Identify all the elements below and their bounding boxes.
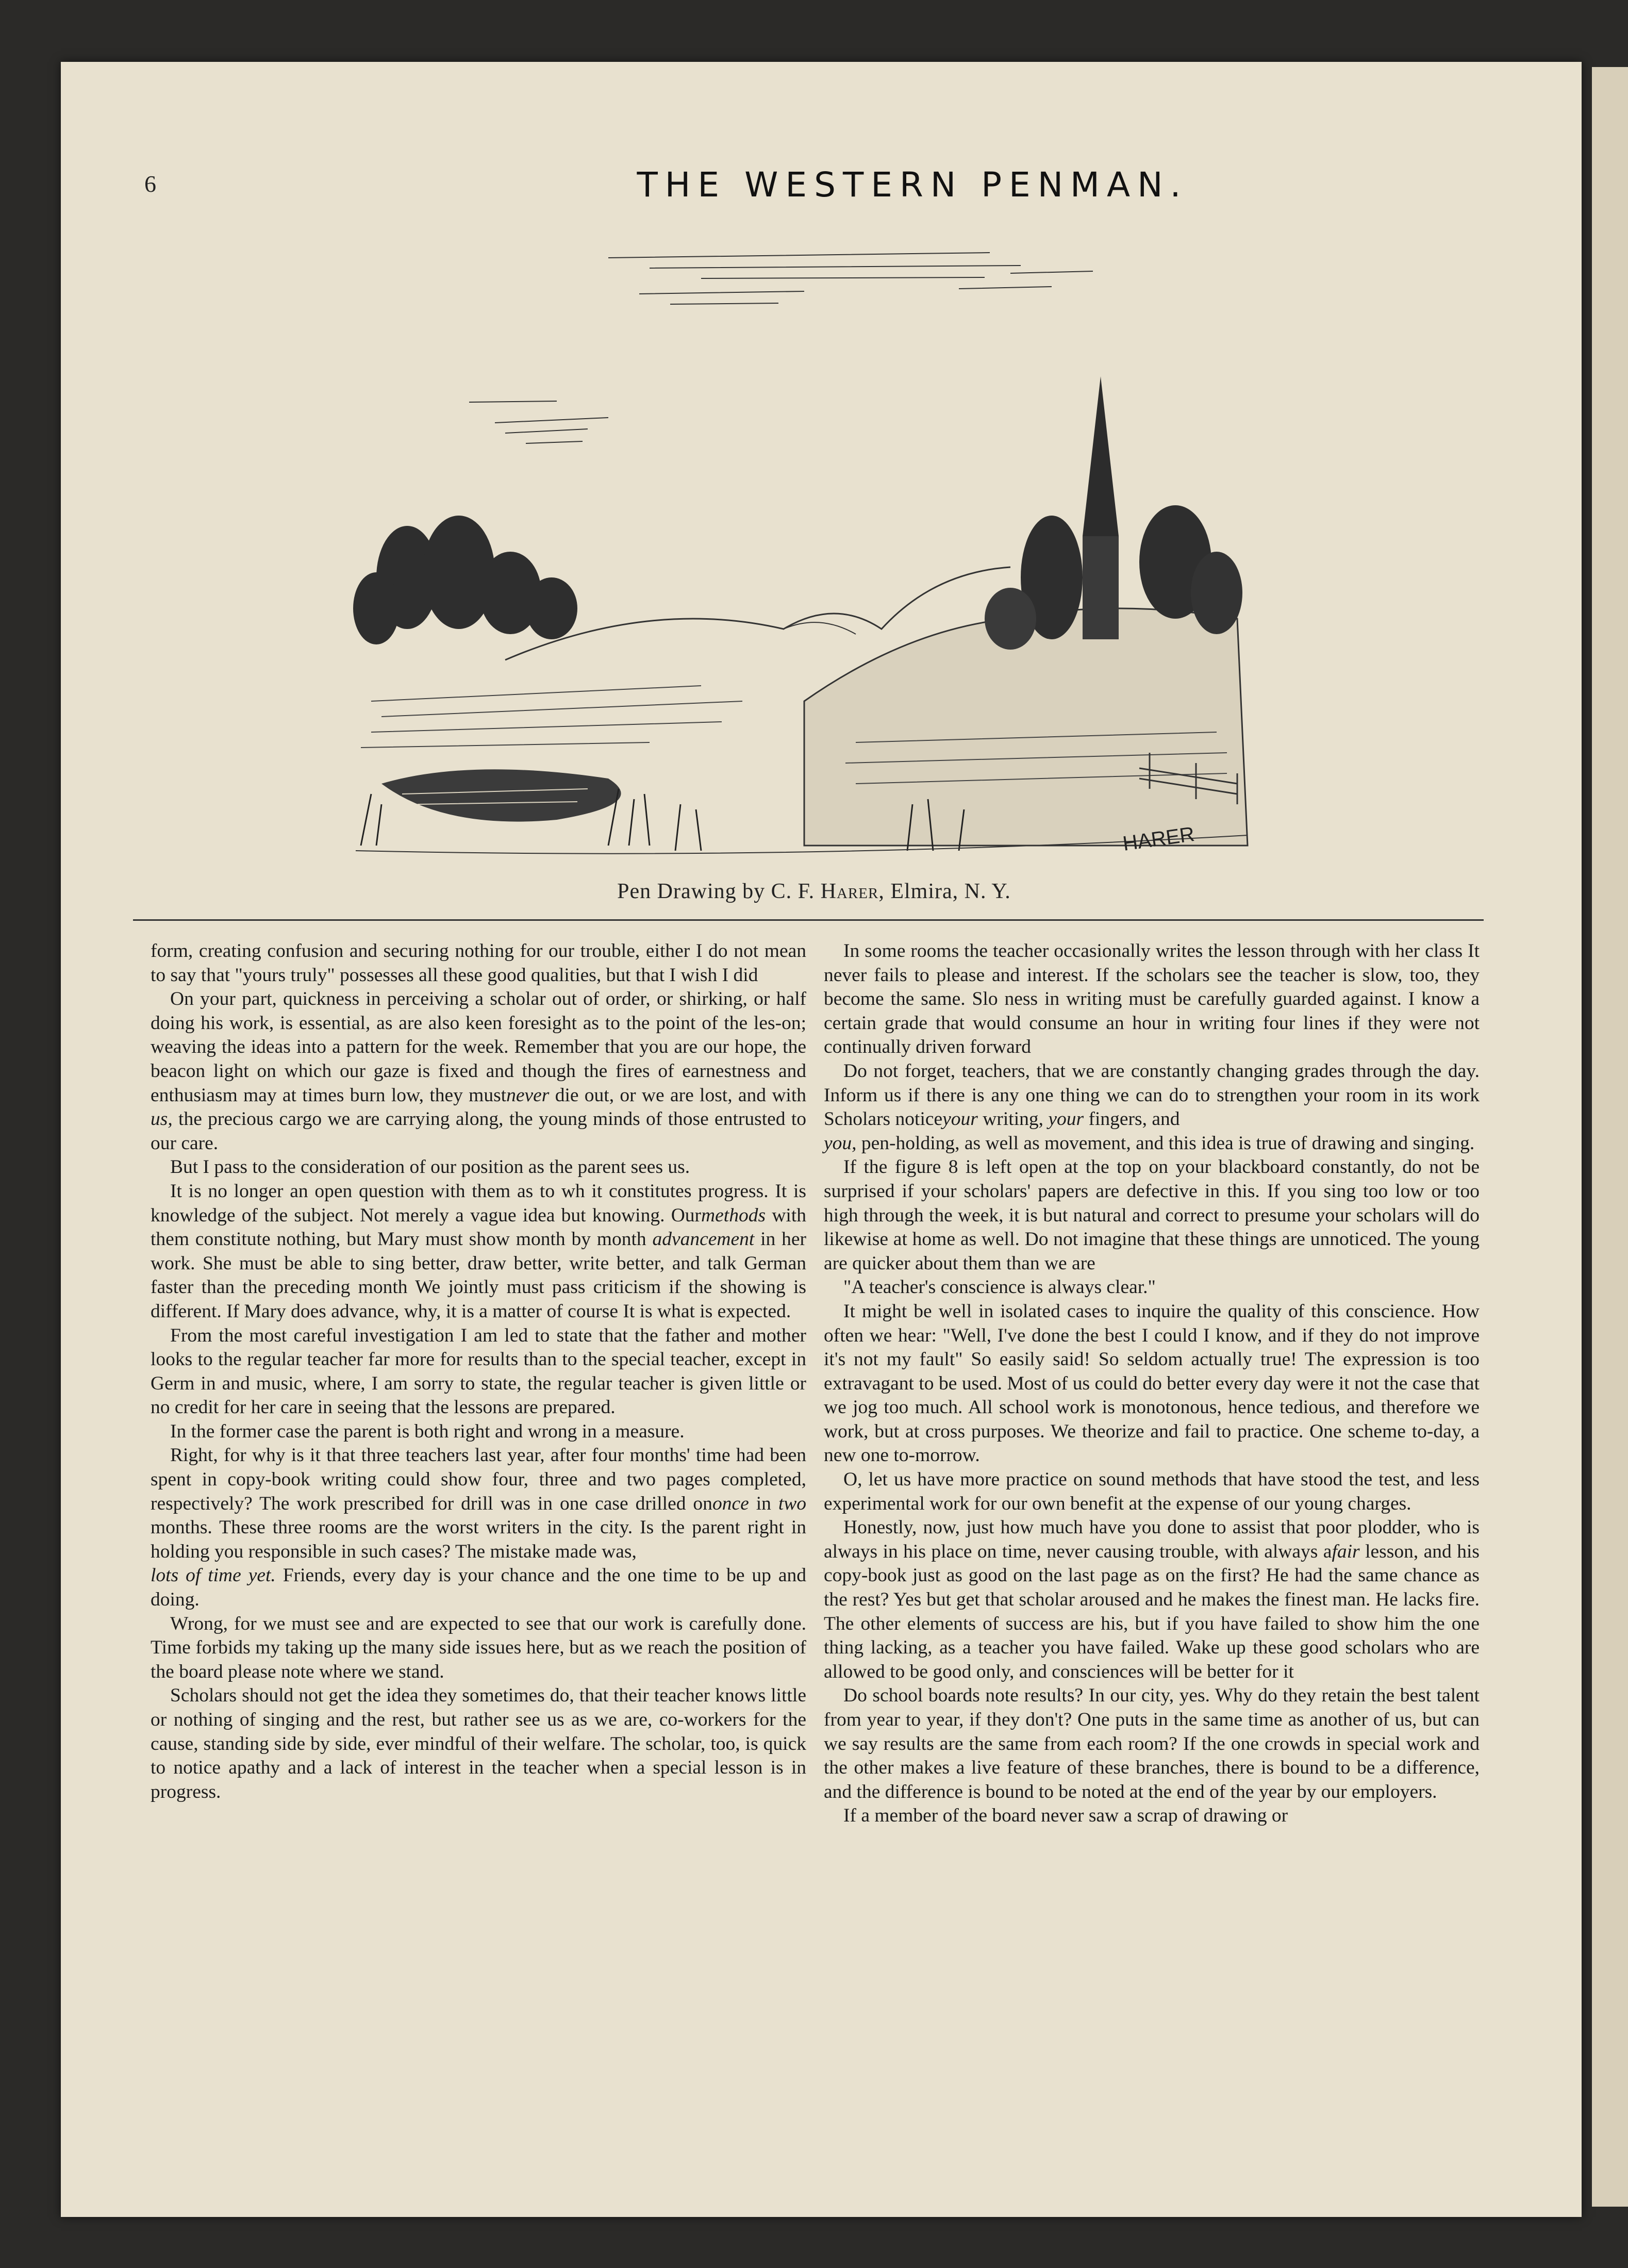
italic-text: two [778,1493,806,1514]
section-divider [133,919,1484,921]
italic-text: lots of time yet. [151,1565,276,1586]
paragraph [824,1300,1480,1468]
paragraph-text: In the former case the parent is both right and wrong in a measure. [170,1420,685,1442]
paragraph-text: fingers, and [1084,1108,1180,1130]
paragraph [151,1444,806,1564]
caption-prefix: Pen Drawing by C. F. [617,880,815,903]
italic-text: once [712,1493,749,1514]
right-text-column [824,939,1480,1828]
paragraph-text: pen-holding, as well as movement, and this idea is true of drawing and singing. [856,1132,1475,1154]
paragraph-text: Friends, every day is your chance and the one time to be up and doing. [151,1565,806,1611]
paragraph-text: form, creating confusion and securing nothing for our trouble, either I do not mean to say that "yours truly" possesses all these good qualities, but that I wish I did [151,940,806,986]
adjacent-page-edge [1592,67,1628,2207]
paragraph [151,939,806,987]
paragraph [151,1564,806,1612]
paragraph-text: Do not forget, teachers, that we are constantly changing grades through the day. Inform us if there is any one thing we can do to strengthen your room in its work Scholars notice [824,1060,1480,1130]
paragraph-text: writing, [977,1108,1049,1130]
paragraph [151,1420,806,1444]
paragraph [151,1324,806,1420]
paragraph [824,1468,1480,1516]
paragraph-text: in her work. She must be able to sing better, draw better, write better, and talk German faster than the preceding month We jointly must pass criticism if the showing is different. If Mary does advance, why, it is a matter of course It is what is expected. [151,1229,806,1322]
paragraph [824,1516,1480,1684]
paragraph [151,1180,806,1324]
paragraph-text: In some rooms the teacher occasionally writes the lesson through with her class It never fails to please and interest. If the scholars see the teacher is slow, too, they become the same. Slo ness in writing must be carefully guarded against. I know a certain grade that would consume an hour in writing four lines if they were not continually driven forward [824,940,1480,1058]
italic-text: you, [824,1132,857,1154]
paragraph [151,987,806,1155]
paragraph-text: with them constitute nothing, but Mary must show month by month [151,1204,806,1250]
paragraph-text: months. These three rooms are the worst writers in the city. Is the parent right in holding you responsible in such cases? The mistake made was, [151,1517,806,1562]
paragraph [824,1276,1480,1300]
italic-text: your [1048,1108,1084,1130]
paragraph [824,1059,1480,1132]
paragraph [151,1155,806,1180]
paragraph-text: If the figure 8 is left open at the top on your blackboard constantly, do not be surprised if your scholars' papers are defective in this. If you sing too low or too high through the week, it is but natural and correct to presume your scholars will do likewise at home as well. Do not imagine that these things are unnoticed. The young are quicker about them than we are [824,1156,1480,1274]
paragraph [824,1132,1480,1156]
page-header [144,165,1485,206]
paragraph-text: the precious cargo we are carrying along, the young minds of those entrusted to our care. [151,1108,806,1154]
paragraph-text: It might be well in isolated cases to inquire the quality of this conscience. How often we hear: "Well, I've done the best I could I know, and if they do not improve it's not my fault" So easily said! So seldom actually true! The expression is too extravagant to be used. Most of us could do better every day were it not the case that we jog too much. All school work is monotonous, hence tedious, and therefore we work, but at cross purposes. We theorize and fail to practice. One scheme to-day, a new one to-morrow. [824,1300,1480,1466]
paragraph [824,939,1480,1059]
paragraph-text: die out, or we are lost, and with [549,1084,806,1106]
paragraph-text: in [749,1493,778,1514]
paragraph-text: Do school boards note results? In our city, yes. Why do they retain the best talent from year to year, if they don't? One puts in the same time as another of us, but can we say results are the same from each room? If the one crowds in special work and the other makes a live feature of these branches, there is bound to be a difference, and the difference is bound to be noted at the end of the year by our employers. [824,1685,1480,1802]
italic-text: us, [151,1108,173,1130]
paragraph-text: On your part, quickness in perceiving a scholar out of order, or shirking, or half doing his work, is essential, as are also keen foresight as to the point of the les-on; weaving the ideas into a pattern for the week. Remember that you are our hope, the beacon light on which our gaze is fixed and though the fires of earnestness and enthusiasm may at times burn low, they must [151,988,806,1106]
caption-artist-name: Harer [820,880,879,903]
caption-suffix: , Elmira, N. Y. [878,880,1011,903]
paragraph-text: "A teacher's conscience is always clear." [843,1277,1156,1298]
italic-text: your [942,1108,978,1130]
paragraph-text: But I pass to the consideration of our position as the parent sees us. [170,1156,690,1178]
paragraph [824,1804,1480,1828]
italic-text: methods [701,1204,766,1226]
paragraph-text: Honestly, now, just how much have you done to assist that poor plodder, who is always in his place on time, never causing trouble, with always a [824,1517,1480,1562]
paragraph-text: From the most careful investigation I am led to state that the father and mother looks to the regular teacher far more for results than to the special teacher, except in Germ in and music, where, I am sorry to state, the regular teacher is given little or no credit for her care in seeing that the lessons are prepared. [151,1325,806,1418]
paragraph-text: Scholars should not get the idea they sometimes do, that their teacher knows little or nothing of singing and the rest, but rather see us as we are, co-workers for the cause, standing side by side, ever mindful of their welfare. The scholar, too, is quick to notice apathy and a lack of interest in the teacher when a special lesson is in progress. [151,1685,806,1802]
paragraph-text: Wrong, for we must see and are expected to see that our work is carefully done. Time forbids my taking up the many side issues here, but as we reach the position of the board please note where we stand. [151,1613,806,1682]
paragraph [151,1684,806,1804]
page-number: 6 [144,171,156,197]
paragraph [151,1612,806,1684]
pen-drawing-illustration [340,237,1258,871]
paragraph-text: If a member of the board never saw a scrap of drawing or [843,1805,1288,1827]
paragraph-text: Right, for why is it that three teachers last year, after four months' time had been spent in copy-book writing could show four, three and two pages completed, respectively? The work prescribed for drill was in one case drilled on [151,1445,806,1514]
italic-text: fair [1332,1541,1360,1562]
left-text-column [151,939,806,1804]
paragraph-text: O, let us have more practice on sound methods that have stood the test, and less experimental work for our own benefit at the expense of our young charges. [824,1469,1480,1514]
paragraph-text: It is no longer an open question with them as to wh it constitutes progress. It is knowledge of the subject. Not merely a vague idea but knowing. Our [151,1180,806,1226]
running-title: THE WESTERN PENMAN. [637,165,1188,205]
paragraph [824,1684,1480,1804]
italic-text: advancement [652,1229,755,1250]
artist-signature: HARER [1121,822,1196,855]
paragraph [824,1155,1480,1276]
paragraph-text: lesson, and his copy-book just as good on the last page as on the first? He had the same chance as the rest? Yes but get that scholar aroused and he makes the finest man. He lacks fire. The other elements of success are his, but if you have failed to show him the one thing lacking, as a teacher you have failed. Wake up these good scholars who are allowed to be good only, and consciences will be better for it [824,1541,1480,1682]
italic-text: never [506,1084,550,1106]
illustration-caption [0,879,1628,904]
